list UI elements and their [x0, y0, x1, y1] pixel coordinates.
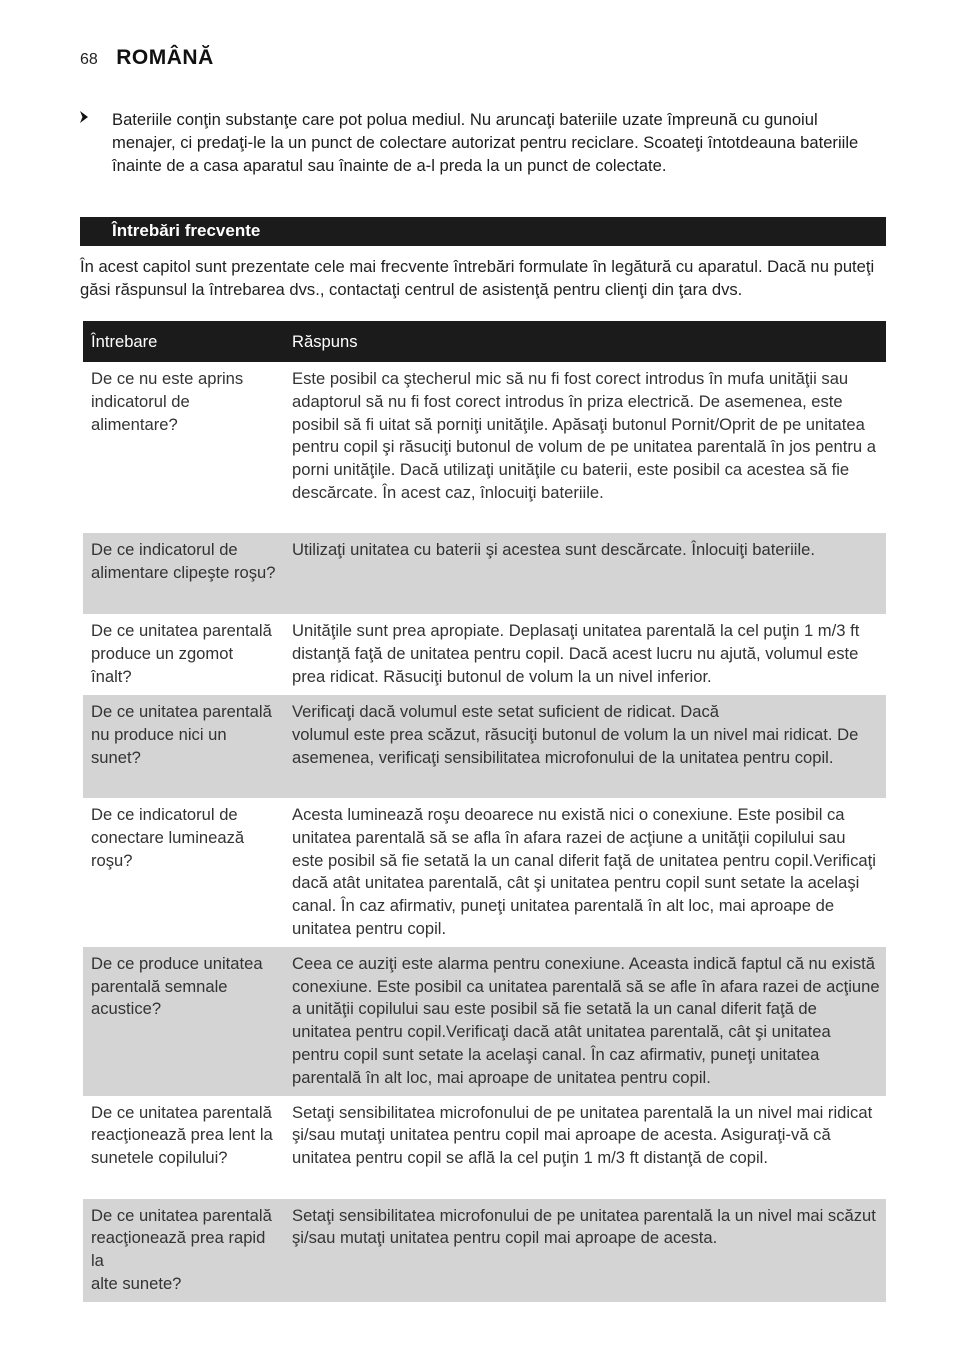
faq-table — [83, 321, 886, 1302]
answer-cell: Utilizaţi unitatea cu baterii şi acestea sunt descărcate. Înlocuiţi bateriile. — [284, 533, 886, 614]
question-cell: De ce unitatea parentală produce un zgomot înalt? — [91, 621, 272, 686]
battery-notice — [80, 108, 880, 177]
table-row — [83, 947, 886, 1096]
battery-notice-text: Bateriile conţin substanţe care pot polua mediul. Nu aruncaţi bateriile uzate împreună cu gunoiul menajer, ci predaţi-le la un punct de colectare autorizat pentru reciclare. Scoateţi întotdeauna bateriile înainte de a casa aparatul sau înainte de a-l preda la un punct de colectate. — [112, 110, 859, 175]
page-header — [80, 46, 214, 74]
question-cell: De ce indicatorul de conectare luminează roşu? — [91, 805, 245, 870]
answer-cell: Setaţi sensibilitatea microfonului de pe unitatea parentală la un nivel mai scăzut şi/sau mutaţi unitatea pentru copil mai aproape de acesta. — [284, 1199, 886, 1302]
question-cell: De ce unitatea parentală reacţionează prea lent la sunetele copilului? — [91, 1102, 273, 1168]
answer-cell: Acesta luminează roşu deoarece nu există nici o conexiune. Este posibil ca unitatea parentală să se afla în afara razei de acţiune a unităţii copilului sau este posibil să fie setată la un canal diferit faţă de unitatea pentru copil.Verificaţi dacă atât unitatea parentală, cât şi unitatea pentru copil sunt setate la acelaşi canal. În caz afirmativ, puneţi unitatea parentală în alt loc, mai aproape de unitatea pentru copil. — [292, 805, 876, 938]
page-number: 68 — [80, 51, 98, 68]
question-cell: De ce unitatea parentală reacţionează prea rapid la alte sunete? — [83, 1199, 284, 1302]
table-row — [83, 533, 886, 614]
answer-cell: Ceea ce auziţi este alarma pentru conexiune. Aceasta indică faptul că nu există conexiune. Este posibil ca unitatea parentală să se afle în afara razei de acţiune a unităţii copilului sau este posibil să fie setată la un canal diferit faţă de unitatea pentru copil.Verificaţi dacă atât unitatea parentală, cât şi unitatea pentru copil sunt setate la acelaşi canal. În caz afirmativ, puneţi unitatea parentală în alt loc, mai aproape de unitatea pentru copil. — [284, 947, 886, 1096]
answer-cell: Este posibil ca ştecherul mic să nu fi fost corect introdus în mufa unităţii sau adaptorul să nu fi fost corect introdus în priza electrică. De asemenea, este posibil să fi uitat să porniţi unităţile. Apăsaţi butonul Pornit/Oprit de pe unitatea pentru copil şi răsuciţi butonul de volum de pe unitatea parentală în jos pentru a porni unităţile. Dacă utilizaţi unităţile cu baterii, este posibil ca acestea să fie descărcate. În acest caz, înlocuiţi bateriile. — [292, 369, 876, 502]
section-title: Întrebări frecvente — [112, 221, 261, 240]
question-cell: De ce nu este aprins indicatorul de alimentare? — [91, 369, 244, 434]
question-cell: De ce indicatorul de alimentare clipeşte roşu? — [83, 533, 284, 614]
language-heading: ROMÂNĂ — [116, 46, 214, 69]
answer-cell: Setaţi sensibilitatea microfonului de pe unitatea parentală la un nivel mai ridicat şi/sau mutaţi unitatea pentru copil mai aproape de acesta. Asiguraţi-vă că unitatea pentru copil se află la cel puţin 1 m/3 ft distanţă de copil. — [292, 1102, 873, 1168]
table-header-row — [83, 321, 886, 362]
answer-cell: Verificaţi dacă volumul este setat suficient de ridicat. Dacă volumul este prea scăzut, răsuciţi butonul de volum la un nivel mai ridicat. De asemenea, verificaţi sensibilitatea microfonului de la unitatea pentru copil. — [284, 695, 886, 798]
table-row — [83, 1096, 886, 1199]
table-row — [83, 614, 886, 695]
bullet-arrow-icon — [80, 111, 88, 123]
column-header-answer: Răspuns — [284, 321, 886, 362]
table-row — [83, 362, 886, 533]
section-intro: În acest capitol sunt prezentate cele mai frecvente întrebări formulate în legătură cu aparatul. Dacă nu puteţi găsi răspunsul la întrebarea dvs., contactaţi centrul de asistenţă pentru clienţi din ţara dvs. — [80, 257, 875, 299]
answer-cell: Unităţile sunt prea apropiate. Deplasaţi unitatea parentală la cel puţin 1 m/3 ft distanţă faţă de unitatea pentru copil. Dacă acest lucru nu ajută, volumul este prea ridicat. Răsuciţi butonul de volum la un nivel inferior. — [292, 621, 860, 686]
table-row — [83, 1199, 886, 1302]
question-cell: De ce produce unitatea parentală semnale acustice? — [83, 947, 284, 1096]
question-cell: De ce unitatea parentală nu produce nici un sunet? — [83, 695, 284, 798]
section-header-bar — [80, 217, 886, 246]
table-row — [83, 695, 886, 798]
table-row — [83, 798, 886, 947]
column-header-question: Întrebare — [83, 321, 284, 362]
